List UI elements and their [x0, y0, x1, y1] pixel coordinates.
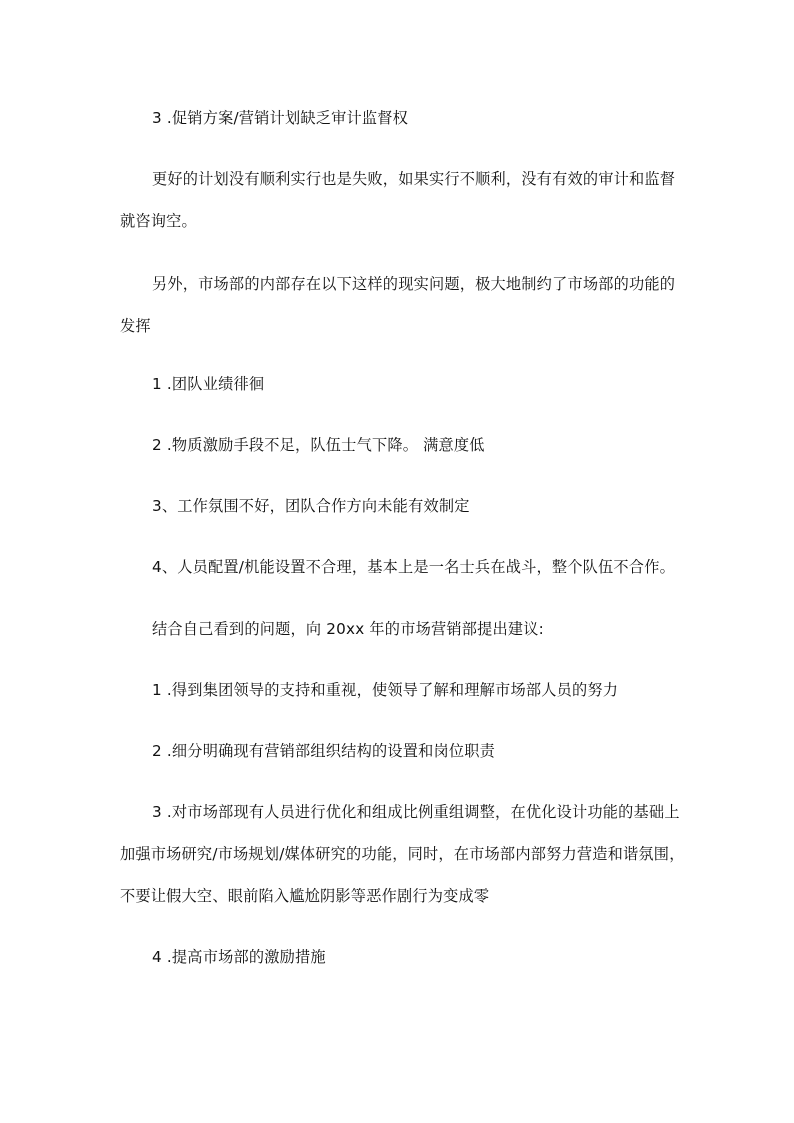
list-item-staffing: 4、人员配置/机能设置不合理，基本上是一名士兵在战斗，整个队伍不合作。: [152, 558, 675, 576]
list-item-work-atmosphere: 3、工作氛围不好，团队合作方向未能有效制定: [152, 497, 470, 515]
suggestion-staff-optimization: 3 .对市场部现有人员进行优化和组成比例重组调整，在优化设计功能的基础上加强市场研究/市场规划/媒体研究的功能，同时，在市场部内部努力营造和谐氛围，不要让假大空、眼前陷入尴尬阴影等恶作剧行为变成零: [120, 803, 685, 905]
list-item-incentives: 2 .物质激励手段不足，队伍士气下降。 满意度低: [152, 436, 485, 454]
paragraph-suggestions-intro: 结合自己看到的问题，向 20xx 年的市场营销部提出建议:: [152, 620, 544, 638]
paragraph-internal-issues: 另外，市场部的内部存在以下这样的现实问题，极大地制约了市场部的功能的发挥: [120, 275, 676, 335]
suggestion-incentive-measures: 4 .提高市场部的激励措施: [152, 948, 326, 966]
suggestion-org-structure: 2 .细分明确现有营销部组织结构的设置和岗位职责: [152, 742, 496, 760]
suggestion-leadership-support: 1 .得到集团领导的支持和重视，使领导了解和理解市场部人员的努力: [152, 681, 619, 699]
list-item-team-performance: 1 .团队业绩徘徊: [152, 375, 265, 393]
paragraph-promo-audit: 3 .促销方案/营销计划缺乏审计监督权: [152, 109, 409, 127]
paragraph-plan-failure: 更好的计划没有顺利实行也是失败，如果实行不顺利，没有有效的审计和监督就咨询空。: [120, 170, 676, 230]
